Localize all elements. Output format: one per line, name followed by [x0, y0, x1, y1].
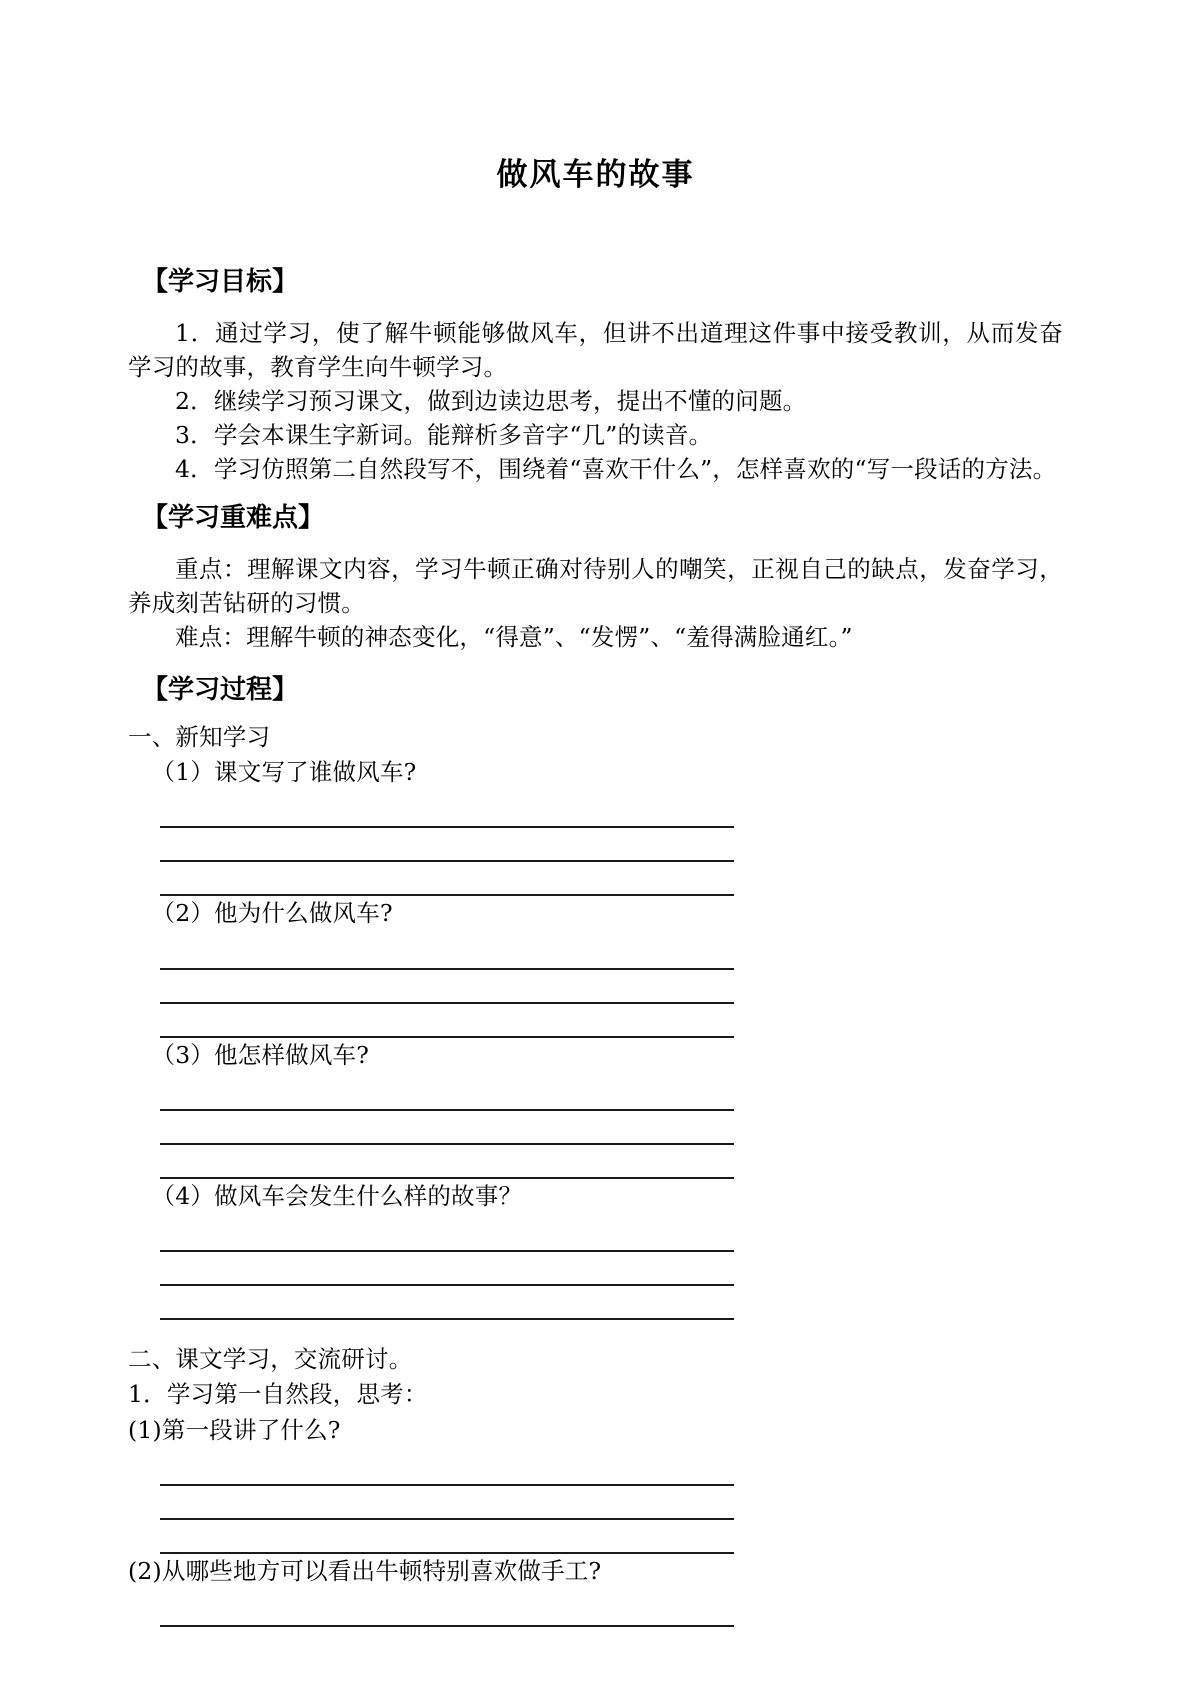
answer-line[interactable] [160, 934, 734, 970]
answer-line[interactable] [160, 1216, 734, 1252]
answer-line[interactable] [160, 828, 734, 862]
keypoints-list [128, 552, 1063, 654]
section-objectives [128, 264, 1063, 486]
answer-line[interactable] [160, 1286, 734, 1320]
answer-line[interactable] [160, 1486, 734, 1520]
answer-line[interactable] [160, 1252, 734, 1286]
spacer [128, 194, 1063, 264]
question-1-4: （4）做风车会发生什么样的故事？ [151, 1181, 523, 1210]
process-part-two-label: 二、课文学习，交流研讨。 [128, 1345, 413, 1373]
question-2-2: (2)从哪些地方可以看出牛顿特别喜欢做手工? [128, 1556, 602, 1585]
section-heading-objectives: 【学习目标】 [142, 267, 299, 298]
answer-lines-1-2[interactable] [128, 934, 1063, 1038]
answer-line[interactable] [160, 1075, 734, 1111]
objective-item-3: 3．学会本课生字新词。能辩析多音字“几”的读音。 [175, 421, 713, 450]
objective-item-2: 2．继续学习预习课文，做到边读边思考，提出不懂的问题。 [175, 387, 807, 415]
answer-line[interactable] [160, 1520, 734, 1554]
answer-line[interactable] [160, 1004, 734, 1038]
question-1-3: （3）他怎样做风车? [151, 1040, 370, 1069]
section-keypoints [128, 500, 1063, 654]
spacer [128, 486, 1063, 500]
process-part-one-label: 一、新知学习 [128, 722, 271, 751]
keypoint-item-difficulty: 难点：理解牛顿的神态变化，“得意”、“发愣”、“羞得满脸通红。” [175, 623, 853, 651]
spacer [128, 1320, 1063, 1342]
section-heading-process: 【学习过程】 [142, 675, 299, 706]
question-2-1: (1)第一段讲了什么? [128, 1415, 341, 1444]
answer-line[interactable] [160, 1111, 734, 1145]
spacer [128, 710, 1063, 720]
answer-line[interactable] [160, 970, 734, 1004]
answer-line[interactable] [160, 1145, 734, 1179]
answer-line[interactable] [160, 1591, 734, 1627]
answer-line[interactable] [160, 862, 734, 896]
answer-lines-1-3[interactable] [128, 1075, 1063, 1179]
keypoint-item-focus: 重点：理解课文内容，学习牛顿正确对待别人的嘲笑，正视自己的缺点，发奋学习，养成刻苦钻研的习惯。 [128, 554, 1063, 617]
objectives-list [128, 316, 1063, 486]
answer-line[interactable] [160, 1450, 734, 1486]
spacer [128, 654, 1063, 672]
answer-lines-1-4[interactable] [128, 1216, 1063, 1320]
question-1-2: （2）他为什么做风车? [151, 899, 393, 928]
section-heading-keypoints: 【学习重难点】 [142, 503, 325, 534]
page-title: 做风车的故事 [496, 157, 695, 193]
objective-item-1: 1．通过学习，使了解牛顿能够做风车，但讲不出道理这件事中接受教训，从而发奋学习的故事，教育学生向牛顿学习。 [128, 318, 1063, 381]
section-process [128, 672, 1063, 1627]
answer-lines-2-2[interactable] [128, 1591, 1063, 1627]
answer-line[interactable] [160, 792, 734, 828]
answer-lines-2-1[interactable] [128, 1450, 1063, 1554]
answer-lines-1-1[interactable] [128, 792, 1063, 896]
objective-item-4: 4．学习仿照第二自然段写不，围绕着“喜欢干什么”，怎样喜欢的“写一段话的方法。 [175, 455, 1057, 484]
process-part-two-subheading: 1．学习第一自然段，思考： [128, 1380, 428, 1409]
question-1-1: （1）课文写了谁做风车? [151, 758, 417, 786]
